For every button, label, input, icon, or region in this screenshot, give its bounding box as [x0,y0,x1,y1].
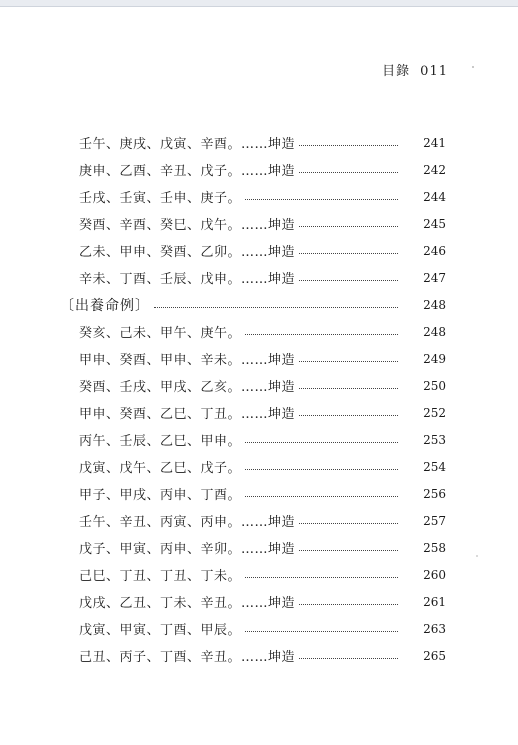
toc-entry-page: 265 [423,648,446,663]
toc-entry [0,156,518,183]
dot-leader [299,226,398,227]
toc-entry [0,561,518,588]
section-heading-text: 〔出養命例〕 [60,297,150,314]
toc-entry [0,345,518,372]
dot-leader [299,523,398,524]
toc-entry [0,588,518,615]
toc-entry-text: 壬戌、壬寅、壬申、庚子。 [79,191,242,206]
toc-entry [0,426,518,453]
toc-entry-page: 245 [423,216,446,231]
toc-entry-page: 260 [423,567,446,582]
dot-leader [245,577,398,578]
dot-leader [299,172,398,173]
dot-leader [299,388,398,389]
dot-leader [299,415,398,416]
toc-entry-page: 242 [423,162,446,177]
toc-entry [0,372,518,399]
dot-leader [299,658,398,659]
header-page-number: 011 [420,64,448,79]
dot-leader [299,361,398,362]
toc-entry-text: 癸亥、己未、甲午、庚午。 [79,326,242,341]
toc-entry-text: 壬午、庚戌、戊寅、辛酉。……坤造 [79,137,296,152]
toc-entry [0,534,518,561]
toc-entry-text: 癸酉、辛酉、癸巳、戊午。……坤造 [79,218,296,233]
toc-entry-page: 257 [423,513,446,528]
toc-entry [0,264,518,291]
toc-entry [0,129,518,156]
toc-entry [0,399,518,426]
toc-entry-text: 庚申、乙酉、辛丑、戊子。……坤造 [79,164,296,179]
toc-entry-page: 248 [423,324,446,339]
toc-entry-page: 252 [423,405,446,420]
dot-leader [245,199,398,200]
toc-entry-page: 244 [423,189,446,204]
toc-entry-page: 249 [423,351,446,366]
toc-entry [0,183,518,210]
dot-leader [299,253,398,254]
toc-entry [0,480,518,507]
toc-entry-page: 261 [423,594,446,609]
toc-entry-text: 甲子、甲戌、丙申、丁酉。 [79,488,242,503]
scan-speck [472,66,474,68]
dot-leader [245,469,398,470]
table-of-contents [0,129,518,669]
toc-entry-page: 246 [423,243,446,258]
toc-entry-page: 254 [423,459,446,474]
toc-entry-text: 戊寅、甲寅、丁酉、甲辰。 [79,623,242,638]
toc-entry-text: 壬午、辛丑、丙寅、丙申。……坤造 [79,515,296,530]
toc-entry-page: 241 [423,135,446,150]
running-header [382,60,448,79]
toc-entry [0,318,518,345]
dot-leader [245,334,398,335]
toc-entry-text: 戊戌、乙丑、丁未、辛丑。……坤造 [79,596,296,611]
scan-speck [476,555,478,557]
toc-entry-text: 甲申、癸酉、乙巳、丁丑。……坤造 [79,407,296,422]
toc-entry-text: 癸酉、壬戌、甲戌、乙亥。……坤造 [79,380,296,395]
toc-entry-text: 戊子、甲寅、丙申、辛卯。……坤造 [79,542,296,557]
window-top-strip [0,0,518,7]
toc-entry-page: 250 [423,378,446,393]
toc-entry [0,210,518,237]
toc-entry-page: 263 [423,621,446,636]
toc-entry-text: 甲申、癸酉、甲申、辛未。……坤造 [79,353,296,368]
toc-entry-page: 256 [423,486,446,501]
dot-leader [154,307,398,308]
dot-leader [299,550,398,551]
toc-entry-text: 辛未、丁酉、壬辰、戊申。……坤造 [79,272,296,287]
toc-entry-page: 258 [423,540,446,555]
toc-entry [0,507,518,534]
section-heading-page: 248 [423,297,446,312]
header-title: 目錄 [382,64,411,79]
dot-leader [299,604,398,605]
dot-leader [245,442,398,443]
toc-entry [0,615,518,642]
toc-entry [0,642,518,669]
toc-entry-text: 戊寅、戊午、乙巳、戊子。 [79,461,242,476]
dot-leader [245,631,398,632]
dot-leader [245,496,398,497]
toc-entry-text: 丙午、壬辰、乙巳、甲申。 [79,434,242,449]
toc-section-heading [0,291,518,318]
toc-entry-text: 己巳、丁丑、丁丑、丁未。 [79,569,242,584]
dot-leader [299,280,398,281]
toc-entry [0,237,518,264]
toc-entry-text: 乙未、甲申、癸酉、乙卯。……坤造 [79,245,296,260]
dot-leader [299,145,398,146]
toc-entry-page: 253 [423,432,446,447]
toc-entry-page: 247 [423,270,446,285]
toc-entry [0,453,518,480]
toc-entry-text: 己丑、丙子、丁酉、辛丑。……坤造 [79,650,296,665]
